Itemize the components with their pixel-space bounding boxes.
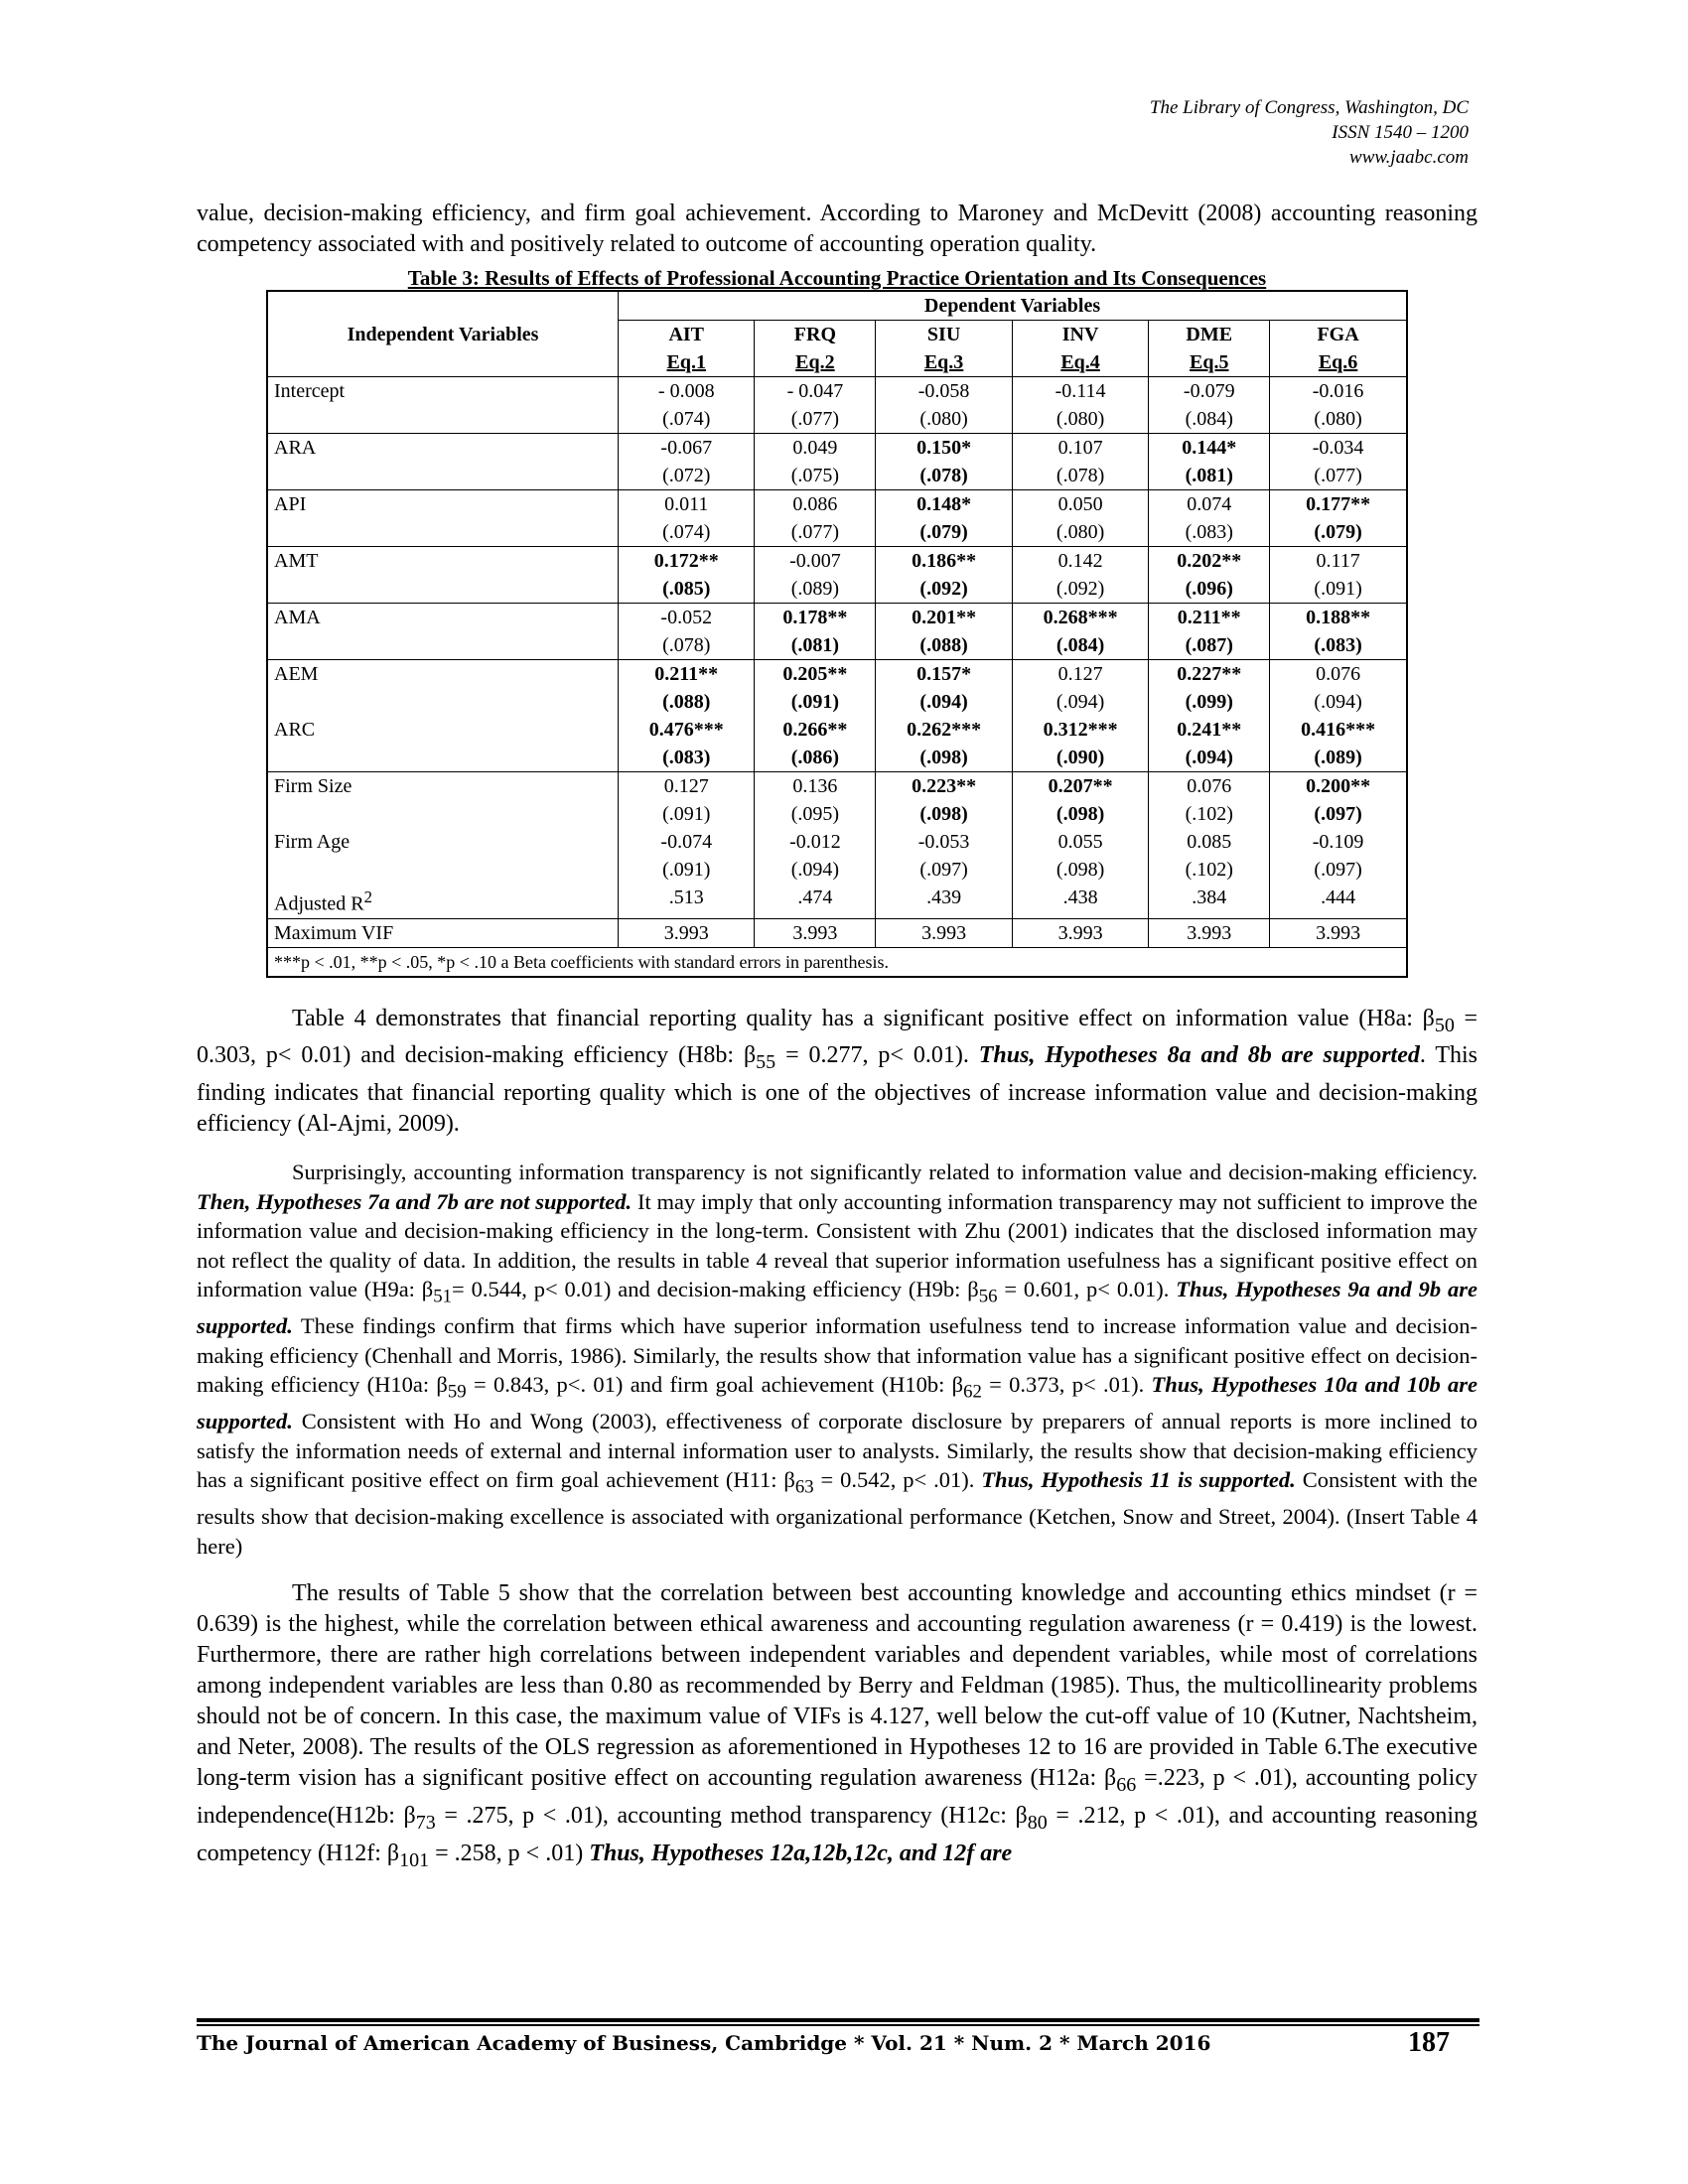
vif-cell: 3.993 <box>1270 918 1407 947</box>
se-cell: (.080) <box>1012 518 1148 547</box>
coef-cell: 0.268*** <box>1012 604 1148 632</box>
se-cell: (.078) <box>619 631 755 660</box>
vif-cell: 3.993 <box>1149 918 1270 947</box>
se-cell: (.098) <box>876 744 1012 772</box>
coef-cell: -0.109 <box>1270 828 1407 856</box>
adj-r2-cell: .474 <box>755 884 876 918</box>
adj-r2-cell: .444 <box>1270 884 1407 918</box>
se-cell: (.083) <box>1149 518 1270 547</box>
se-cell: (.072) <box>619 462 755 490</box>
se-cell: (.091) <box>619 800 755 828</box>
se-cell: (.088) <box>619 688 755 716</box>
se-cell: (.094) <box>1270 688 1407 716</box>
coef-cell: 0.200** <box>1270 772 1407 801</box>
coef-cell: - 0.047 <box>755 377 876 406</box>
column-header: DME Eq.5 <box>1149 321 1270 377</box>
table-note: ***p < .01, **p < .05, *p < .10 a Beta coefficients with standard errors in parenthesis. <box>274 951 889 972</box>
coef-cell: -0.016 <box>1270 377 1407 406</box>
se-cell: (.087) <box>1149 631 1270 660</box>
table-row <box>267 716 1407 744</box>
coef-cell: 0.211** <box>619 660 755 689</box>
se-cell: (.080) <box>876 405 1012 434</box>
se-cell: (.089) <box>755 575 876 604</box>
se-cell: (.077) <box>1270 462 1407 490</box>
column-header: FGA Eq.6 <box>1270 321 1407 377</box>
intro-paragraph: value, decision-making efficiency, and firm goal achievement. According to Maroney and McDevitt (2008) accounting reasoning competency associated with and positively related to outcome of accounting operation quality. <box>197 201 1477 257</box>
se-cell: (.083) <box>619 744 755 772</box>
results-table <box>266 290 1408 978</box>
coef-cell: 0.085 <box>1149 828 1270 856</box>
table-row <box>267 547 1407 576</box>
column-header: INV Eq.4 <box>1012 321 1148 377</box>
coef-cell: 0.074 <box>1149 490 1270 519</box>
se-cell: (.091) <box>755 688 876 716</box>
se-cell: (.084) <box>1012 631 1148 660</box>
coef-cell: -0.058 <box>876 377 1012 406</box>
vif-cell: 3.993 <box>755 918 876 947</box>
adj-r2-cell: .384 <box>1149 884 1270 918</box>
se-cell: (.096) <box>1149 575 1270 604</box>
page-number: 187 <box>1408 2027 1450 2058</box>
se-cell: (.080) <box>1012 405 1148 434</box>
se-cell: (.091) <box>619 856 755 884</box>
coef-cell: 0.223** <box>876 772 1012 801</box>
indep-header: Independent Variables <box>347 323 539 345</box>
coef-cell: 0.049 <box>755 434 876 463</box>
coef-cell: -0.007 <box>755 547 876 576</box>
row-label: Intercept <box>267 377 619 434</box>
vif-cell: 3.993 <box>1012 918 1148 947</box>
coef-cell: 0.107 <box>1012 434 1148 463</box>
se-cell: (.098) <box>1012 856 1148 884</box>
header-line-3: www.jaabc.com <box>1349 147 1469 168</box>
table-row <box>267 377 1407 406</box>
row-label: ARC <box>274 719 316 741</box>
se-cell: (.086) <box>755 744 876 772</box>
se-cell: (.092) <box>876 575 1012 604</box>
page-body <box>197 199 1477 1876</box>
coef-cell: 0.136 <box>755 772 876 801</box>
coef-cell: 0.416*** <box>1270 716 1407 744</box>
se-cell: (.079) <box>1270 518 1407 547</box>
coef-cell: 0.177** <box>1270 490 1407 519</box>
coef-cell: -0.012 <box>755 828 876 856</box>
row-label: Firm Size <box>267 772 619 829</box>
coef-cell: -0.074 <box>619 828 755 856</box>
adj-r2-label: Adjusted $R^2$ <box>274 887 372 915</box>
coef-cell: 0.127 <box>1012 660 1148 689</box>
coef-cell: -0.067 <box>619 434 755 463</box>
se-cell: (.097) <box>876 856 1012 884</box>
coef-cell: 0.207** <box>1012 772 1148 801</box>
coef-cell: -0.034 <box>1270 434 1407 463</box>
coef-cell: 0.127 <box>619 772 755 801</box>
table-row <box>267 772 1407 801</box>
coef-cell: 0.055 <box>1012 828 1148 856</box>
row-label: AEM <box>267 660 619 717</box>
coef-cell: 0.188** <box>1270 604 1407 632</box>
row-label: AMA <box>267 604 619 660</box>
se-cell: (.085) <box>619 575 755 604</box>
running-footer <box>197 2027 1479 2058</box>
se-cell: (.084) <box>1149 405 1270 434</box>
footer-rule-thin <box>197 2024 1479 2026</box>
coef-cell: 0.211** <box>1149 604 1270 632</box>
adj-r2-cell: .438 <box>1012 884 1148 918</box>
coef-cell: 0.266** <box>755 716 876 744</box>
coef-cell: 0.142 <box>1012 547 1148 576</box>
paragraph-table4: Table 4 demonstrates that financial reporting quality has a significant positive effect on information value (H8a: $\beta_{50} = 0.303$, p< 0.01) and decision-making efficiency (H8b: $\beta_{55} = 0.277$, p< 0.01). Thus, Hypotheses 8a and 8b are supported. This finding indicates that financial reporting quality which is one of the objectives of increase information value and decision-making efficiency (Al-Ajmi, 2009). <box>197 1005 1478 1138</box>
se-cell: (.099) <box>1149 688 1270 716</box>
coef-cell: 0.241** <box>1149 716 1270 744</box>
coef-cell: 0.148* <box>876 490 1012 519</box>
se-cell: (.088) <box>876 631 1012 660</box>
se-cell: (.074) <box>619 405 755 434</box>
se-cell: (.081) <box>755 631 876 660</box>
vif-row <box>267 918 1407 947</box>
se-cell: (.074) <box>619 518 755 547</box>
se-cell: (.077) <box>755 518 876 547</box>
coef-cell: 0.076 <box>1270 660 1407 689</box>
adj-r2-cell: .513 <box>619 884 755 918</box>
coef-cell: 0.150* <box>876 434 1012 463</box>
coef-cell: 0.312*** <box>1012 716 1148 744</box>
se-cell: (.091) <box>1270 575 1407 604</box>
coef-cell: 0.011 <box>619 490 755 519</box>
coef-cell: 0.117 <box>1270 547 1407 576</box>
running-header <box>1150 95 1469 170</box>
vif-cell: 3.993 <box>876 918 1012 947</box>
coef-cell: 0.262*** <box>876 716 1012 744</box>
coef-cell: 0.186** <box>876 547 1012 576</box>
coef-cell: - 0.008 <box>619 377 755 406</box>
se-cell: (.079) <box>876 518 1012 547</box>
se-cell: (.092) <box>1012 575 1148 604</box>
row-label: ARA <box>267 434 619 490</box>
dep-header: Dependent Variables <box>619 291 1408 321</box>
se-cell: (.097) <box>1270 800 1407 828</box>
column-header: FRQ Eq.2 <box>755 321 876 377</box>
se-cell: (.094) <box>876 688 1012 716</box>
coef-cell: -0.052 <box>619 604 755 632</box>
se-cell: (.080) <box>1270 405 1407 434</box>
coef-cell: 0.476*** <box>619 716 755 744</box>
coef-cell: -0.079 <box>1149 377 1270 406</box>
table-row <box>267 604 1407 632</box>
row-label: Firm Age <box>274 831 351 853</box>
coef-cell: 0.076 <box>1149 772 1270 801</box>
paragraph-transparency: Surprisingly, accounting information transparency is not significantly related to information value and decision-making efficiency. Then, Hypotheses 7a and 7b are not supported. It may imply that only accounting information transparency may not sufficient to improve the information value and decision-making efficiency in the long-term. Consistent with Zhu (2001) indicates that the disclosed information may not reflect the quality of data. In addition, the results in table 4 reveal that superior information usefulness has a significant positive effect on information value (H9a: $\beta_{51}= 0.544$, p< 0.01) and decision-making efficiency (H9b: $\beta_{56} = 0.601$, p< 0.01). Thus, Hypotheses 9a and 9b are supported. These findings confirm that firms which have superior information usefulness tend to increase information value and decision-making efficiency (Chenhall and Morris, 1986). Similarly, the results show that information value has a significant positive effect on decision-making efficiency (H10a: $\beta_{59} = 0.843$, p<. 01) and firm goal achievement (H10b: $\beta_{62} = 0.373$, p< .01). Thus, Hypotheses 10a and 10b are supported. Consistent with Ho and Wong (2003), effectiveness of corporate disclosure by preparers of annual reports is more inclined to satisfy the information needs of external and internal information user to analysts. Similarly, the results show that decision-making efficiency has a significant positive effect on firm goal achievement (H11: $\beta_{63} = 0.542$, p< .01). Thus, Hypothesis 11 is supported. Consistent with the results show that decision-making excellence is associated with organizational performance (Ketchen, Snow and Street, 2004). (Insert Table 4 here) <box>197 1160 1478 1559</box>
se-cell: (.075) <box>755 462 876 490</box>
vif-cell: 3.993 <box>619 918 755 947</box>
se-cell: (.098) <box>1012 800 1148 828</box>
adj-r2-cell: .439 <box>876 884 1012 918</box>
header-line-1: The Library of Congress, Washington, DC <box>1149 97 1469 118</box>
coef-cell: 0.050 <box>1012 490 1148 519</box>
column-header: AIT Eq.1 <box>619 321 755 377</box>
se-cell: (.094) <box>1012 688 1148 716</box>
table-row <box>267 828 1407 856</box>
coef-cell: 0.201** <box>876 604 1012 632</box>
coef-cell: 0.086 <box>755 490 876 519</box>
se-cell: (.098) <box>876 800 1012 828</box>
se-cell: (.102) <box>1149 856 1270 884</box>
table-row <box>267 660 1407 689</box>
table-row <box>267 490 1407 519</box>
se-cell: (.078) <box>1012 462 1148 490</box>
coef-cell: -0.114 <box>1012 377 1148 406</box>
journal-citation: The Journal of American Academy of Business, Cambridge * Vol. 21 * Num. 2 * March 2016 <box>197 2031 1211 2055</box>
coef-cell: 0.202** <box>1149 547 1270 576</box>
paragraph-table5: The results of Table 5 show that the correlation between best accounting knowledge and accounting ethics mindset (r = 0.639) is the highest, while the correlation between ethical awareness and accounting regulation awareness (r = 0.419) is the lowest. Furthermore, there are rather high correlations between independent variables and dependent variables, while most of correlations among independent variables are less than 0.80 as recommended by Berry and Feldman (1985). Thus, the multicollinearity problems should not be of concern. In this case, the maximum value of VIFs is 4.127, well below the cut-off value of 10 (Kutner, Nachtsheim, and Neter, 2008). The results of the OLS regression as aforementioned in Hypotheses 12 to 16 are provided in Table 6.The executive long-term vision has a significant positive effect on accounting regulation awareness (H12a: $\beta_{66} =.223$, p < .01), accounting policy independence(H12b: $\beta_{73} = .275$, p < .01), accounting method transparency (H12c: $\beta_{80} = .212$, p < .01), and accounting reasoning competency (H12f: $\beta_{101} = .258$, p < .01) Thus, Hypotheses 12a,12b,12c, and 12f are <box>197 1580 1478 1871</box>
se-cell: (.094) <box>755 856 876 884</box>
coef-cell: 0.178** <box>755 604 876 632</box>
coef-cell: 0.172** <box>619 547 755 576</box>
coef-cell: 0.144* <box>1149 434 1270 463</box>
column-header: SIU Eq.3 <box>876 321 1012 377</box>
adj-r2-row <box>267 884 1407 918</box>
coef-cell: 0.227** <box>1149 660 1270 689</box>
coef-cell: -0.053 <box>876 828 1012 856</box>
footer-rule <box>197 2018 1479 2022</box>
se-cell: (.078) <box>876 462 1012 490</box>
se-cell: (.081) <box>1149 462 1270 490</box>
se-cell: (.094) <box>1149 744 1270 772</box>
se-cell: (.083) <box>1270 631 1407 660</box>
coef-cell: 0.157* <box>876 660 1012 689</box>
se-cell: (.095) <box>755 800 876 828</box>
se-cell: (.077) <box>755 405 876 434</box>
table-row <box>267 434 1407 463</box>
se-cell: (.090) <box>1012 744 1148 772</box>
se-cell: (.102) <box>1149 800 1270 828</box>
header-line-2: ISSN 1540 – 1200 <box>1332 122 1469 143</box>
row-label: API <box>267 490 619 547</box>
row-label: AMT <box>267 547 619 604</box>
vif-label: Maximum VIF <box>267 918 619 947</box>
table-caption: Table 3: Results of Effects of Professional Accounting Practice Orientation and Its Consequences <box>407 266 1267 290</box>
coef-cell: 0.205** <box>755 660 876 689</box>
se-cell: (.097) <box>1270 856 1407 884</box>
se-cell: (.089) <box>1270 744 1407 772</box>
